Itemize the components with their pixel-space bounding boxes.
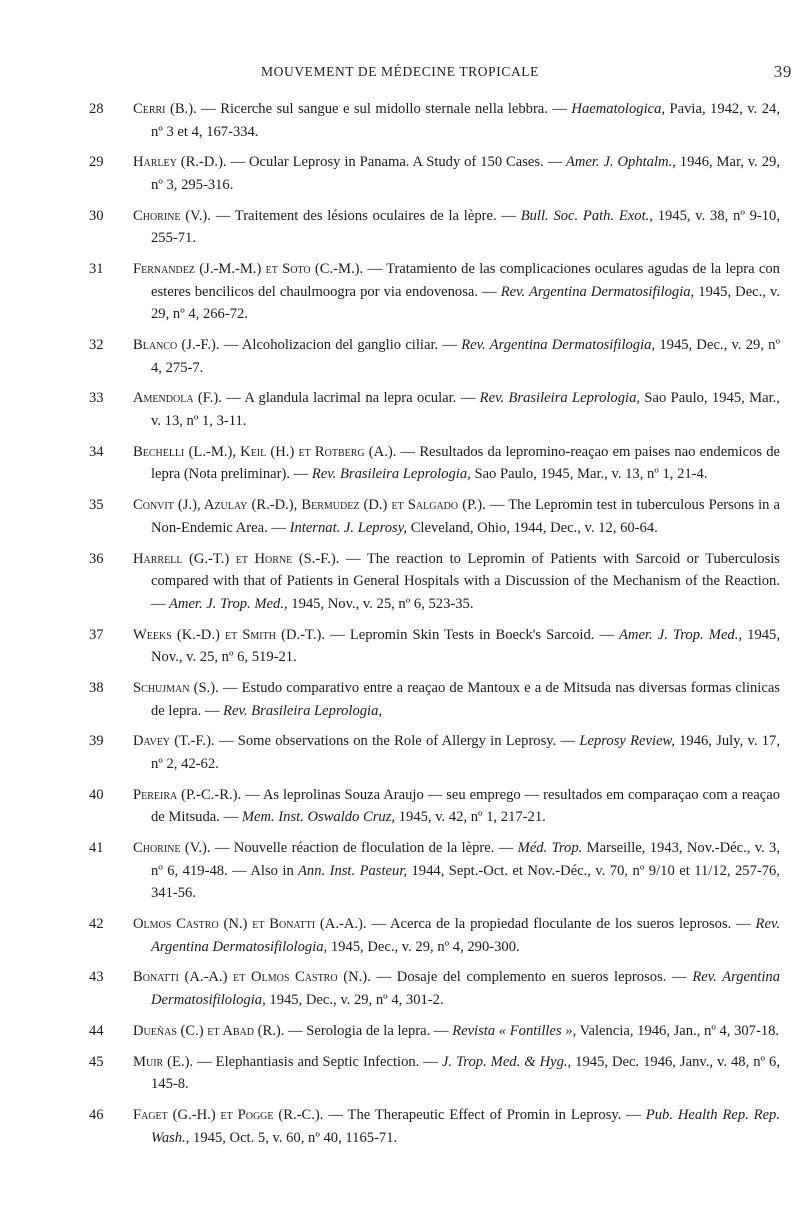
entry-authors: Blanco (J.-F.). <box>133 337 220 354</box>
bibliography-entry <box>0 334 800 379</box>
entry-details: Valencia, 1946, Jan., nº 4, 307-18. <box>579 1022 780 1039</box>
entry-journal: Méd. Trop. <box>517 840 583 857</box>
bibliography-entry <box>0 966 800 1011</box>
entry-title: — Estudo comparativo entre a reaçao de Mantoux e a de Mitsuda nas diversas formas clinicas de lepra. — <box>151 679 780 719</box>
entry-title: — Some observations on the Role of Allergy in Leprosy. — <box>218 733 576 750</box>
entry-title: — Lepromin Skin Tests in Boeck's Sarcoid. — <box>330 626 615 643</box>
entry-number: 35 <box>89 497 104 514</box>
entry-number: 38 <box>89 679 104 696</box>
entry-journal: Rev. Argentina Dermatosifilologia, <box>151 969 780 1008</box>
entry-title: — Serologia de la lepra. — <box>288 1022 449 1039</box>
entry-number: 40 <box>89 786 104 803</box>
entry-title: — Elephantiasis and Septic Infection. — <box>197 1053 438 1070</box>
entry-journal-2: Ann. Inst. Pasteur, <box>297 862 408 879</box>
entry-authors: Dueñas (C.) et Abad (R.). <box>133 1022 285 1039</box>
bibliography-list <box>0 98 800 1157</box>
entry-details: 1945, Nov., v. 25, nº 6, 519-21. <box>151 626 780 666</box>
entry-details: 1945, Dec., v. 29, nº 4, 290-300. <box>330 938 520 955</box>
entry-authors: Schujman (S.). <box>133 679 219 696</box>
entry-number: 36 <box>89 550 104 567</box>
entry-number: 39 <box>89 733 104 750</box>
entry-title: — The reaction to Lepromin of Patients with Sarcoid or Tuberculosis compared with that of Patients in General Hospitals with a Discussion of the Mechanism of the Reaction. — <box>151 550 780 612</box>
entry-details: Sao Paulo, 1945, Mar., v. 13, nº 1, 3-11. <box>151 390 780 430</box>
entry-authors: Convit (J.), Azulay (R.-D.), Bermudez (D.) et Salgado (P.). <box>133 497 486 514</box>
entry-journal: Leprosy Review, <box>579 733 675 750</box>
entry-title: — Tratamiento de las complicaciones oculares agudas de la lepra con esteres bencilicos del chaulmoogra por via endovenosa. — <box>151 261 780 300</box>
bibliography-entry <box>0 1104 800 1149</box>
entry-journal: Rev. Brasileira Leprologia, <box>479 390 641 407</box>
entry-details: Sao Paulo, 1945, Mar., v. 13, nº 1, 21-4. <box>474 466 708 483</box>
entry-details: 1946, July, v. 17, nº 2, 42-62. <box>151 733 780 772</box>
entry-number: 41 <box>89 840 104 857</box>
entry-authors: Cerri (B.). <box>133 101 197 117</box>
entry-details: 1945, Dec., v. 29, nº 4, 301-2. <box>269 992 444 1008</box>
entry-journal: Haematologica, <box>571 101 666 117</box>
bibliography-entry <box>0 387 800 432</box>
entry-details: Pavia, 1942, v. 24, nº 3 et 4, 167-334. <box>151 101 780 140</box>
entry-journal: J. Trop. Med. & Hyg., <box>441 1053 572 1070</box>
entry-journal: Revista « Fontilles », <box>452 1022 577 1039</box>
entry-details: 1945, v. 38, nº 9-10, 255-71. <box>151 207 780 247</box>
page-number: 39 <box>773 62 792 81</box>
entry-authors: Faget (G.-H.) et Pogge (R.-C.). <box>133 1106 324 1123</box>
entry-number: 33 <box>89 390 104 407</box>
entry-journal: Amer. J. Ophtalm., <box>565 154 676 171</box>
entry-details: Marseille, 1943, Nov.-Déc., v. 3, nº 6, 419-48. — Also in <box>151 840 780 879</box>
entry-title: — The Therapeutic Effect of Promin in Leprosy. — <box>328 1106 641 1123</box>
bibliography-entry <box>0 151 800 196</box>
entry-title: — Nouvelle réaction de floculation de la lèpre. — <box>214 840 514 857</box>
bibliography-entry <box>0 258 800 326</box>
bibliography-entry <box>0 1020 800 1043</box>
bibliography-entry <box>0 205 800 250</box>
bibliography-entry <box>0 548 800 616</box>
entry-journal: Rev. Brasileira Leprologia, <box>223 702 383 719</box>
entry-number: 31 <box>89 261 104 278</box>
entry-journal: Amer. J. Trop. Med., <box>618 626 743 643</box>
entry-number: 42 <box>89 916 104 933</box>
bibliography-entry <box>0 913 800 958</box>
entry-title: — Alcoholizacion del ganglio ciliar. — <box>223 337 457 354</box>
entry-title: — Resultados da lepromino-reaçao em paises nao endemicos de lepra (Nota preliminar). — <box>151 443 781 483</box>
entry-details: 1946, Mar, v. 29, nº 3, 295-316. <box>151 154 780 193</box>
bibliography-entry <box>0 1051 800 1096</box>
entry-number: 32 <box>89 337 104 354</box>
entry-journal: Pub. Health Rep. Rep. Wash., <box>151 1106 781 1146</box>
entry-number: 34 <box>89 443 104 460</box>
entry-authors: Bechelli (L.-M.), Keil (H.) et Rotberg (A.). <box>133 443 397 460</box>
entry-authors: Harrell (G.-T.) et Horne (S.-F.). <box>133 550 340 567</box>
entry-authors: Davey (T.-F.). <box>133 733 215 750</box>
entry-details: 1945, Dec., v. 29, nº 4, 266-72. <box>151 283 781 323</box>
entry-title: — Ricerche sul sangue e sul midollo sternale nella lebbra. — <box>201 101 567 117</box>
running-header <box>0 64 800 88</box>
entry-number: 29 <box>89 154 104 171</box>
entry-title: — The Lepromin test in tuberculous Persons in a Non-Endemic Area. — <box>151 497 780 536</box>
entry-journal: Rev. Brasileira Leprologia, <box>311 466 471 483</box>
entry-number: 43 <box>89 969 104 986</box>
entry-number: 45 <box>89 1053 104 1070</box>
entry-details-2: 1944, Sept.-Oct. et Nov.-Déc., v. 70, nº 9/10 et 11/12, 257-76, 341-56. <box>151 862 781 902</box>
entry-authors: Chorine (V.). <box>133 840 211 857</box>
entry-details: 1945, Nov., v. 25, nº 6, 523-35. <box>291 595 474 612</box>
entry-title: — A glandula lacrimal na lepra ocular. — <box>226 390 476 407</box>
bibliography-entry <box>0 441 800 486</box>
entry-authors: Bonatti (A.-A.) et Olmos Castro (N.). <box>133 969 371 986</box>
entry-authors: Weeks (K.-D.) et Smith (D.-T.). <box>133 626 325 643</box>
bibliography-entry <box>0 624 800 669</box>
entry-title: — As leprolinas Souza Araujo — seu emprego — resultados em comparaçao com a reaçao de Mitsuda. — <box>151 786 780 826</box>
header-title: MOUVEMENT DE MÉDECINE TROPICALE <box>261 64 539 79</box>
entry-title: — Ocular Leprosy in Panama. A Study of 150 Cases. — <box>230 154 563 171</box>
entry-number: 46 <box>89 1106 104 1123</box>
entry-authors: Olmos Castro (N.) et Bonatti (A.-A.). <box>133 916 367 933</box>
entry-details: 1945, Oct. 5, v. 60, nº 40, 1165-71. <box>193 1129 398 1146</box>
entry-number: 30 <box>89 207 104 224</box>
entry-number: 28 <box>89 101 104 117</box>
entry-details: 1945, Dec., v. 29, nº 4, 275-7. <box>151 337 781 376</box>
entry-journal: Bull. Soc. Path. Exot., <box>520 207 653 224</box>
bibliography-entry <box>0 98 800 143</box>
entry-details: 1945, Dec. 1946, Janv., v. 48, nº 6, 145-8. <box>151 1053 780 1093</box>
entry-journal: Rev. Argentina Dermatosifilogia, <box>461 337 656 354</box>
entry-title: — Acerca de la propiedad floculante de los sueros leprosos. — <box>371 916 751 933</box>
entry-authors: Pereira (P.-C.-R.). <box>133 786 242 803</box>
entry-authors: Chorine (V.). <box>133 207 211 224</box>
entry-title: — Traitement des lésions oculaires de la lèpre. — <box>215 207 516 224</box>
entry-number: 44 <box>89 1022 104 1039</box>
bibliography-entry <box>0 677 800 722</box>
entry-number: 37 <box>89 626 104 643</box>
entry-authors: Muir (E.). <box>133 1053 194 1070</box>
entry-journal: Mem. Inst. Oswaldo Cruz, <box>241 809 396 826</box>
entry-authors: Amendola (F.). <box>133 390 222 407</box>
entry-details: Cleveland, Ohio, 1944, Dec., v. 12, 60-64. <box>410 519 658 536</box>
bibliography-entry <box>0 730 800 775</box>
entry-authors: Harley (R.-D.). <box>133 154 227 171</box>
entry-details: 1945, v. 42, nº 1, 217-21. <box>398 809 546 826</box>
entry-title: — Dosaje del complemento en sueros leprosos. — <box>376 969 687 986</box>
bibliography-entry <box>0 494 800 539</box>
bibliography-entry <box>0 837 800 905</box>
entry-authors: Fernandez (J.-M.-M.) et Soto (C.-M.). <box>133 261 364 278</box>
bibliography-entry <box>0 784 800 829</box>
entry-journal: Rev. Argentina Dermatosifilogia, <box>500 283 695 300</box>
entry-journal: Internat. J. Leprosy, <box>289 519 408 536</box>
entry-journal: Rev. Argentina Dermatosifilologia, <box>151 916 780 955</box>
entry-journal: Amer. J. Trop. Med., <box>168 595 288 612</box>
